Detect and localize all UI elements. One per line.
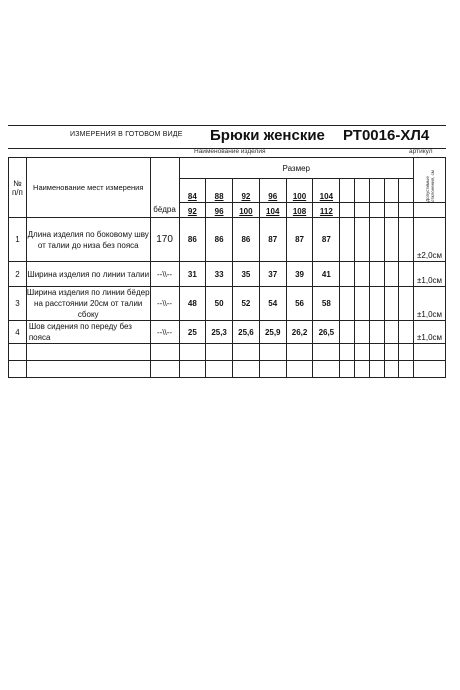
value-cell: 37 (259, 262, 286, 287)
row-number: 3 (9, 287, 27, 321)
value-cell: 86 (206, 218, 233, 262)
article-label: артикул (409, 148, 433, 155)
size-top-cell: 84 (179, 179, 206, 203)
base-value: --\\-- (150, 287, 179, 321)
row-number: 2 (9, 262, 27, 287)
row-number: 1 (9, 218, 27, 262)
value-cell: 87 (313, 218, 340, 262)
base-value: 170 (150, 218, 179, 262)
measurement-name: Шов сидения по переду без пояса (26, 321, 150, 344)
empty-row (9, 344, 446, 361)
row-number: 4 (9, 321, 27, 344)
size-top-cell: 100 (286, 179, 313, 203)
value-cell: 26,2 (286, 321, 313, 344)
value-cell: 41 (313, 262, 340, 287)
size-bottom-cell: 108 (286, 203, 313, 218)
value-cell: 48 (179, 287, 206, 321)
value-cell: 54 (259, 287, 286, 321)
size-top-cell: 96 (259, 179, 286, 203)
name-header: Наименование мест измерения (26, 158, 150, 218)
size-bottom-cell: 96 (206, 203, 233, 218)
value-cell: 25,6 (233, 321, 260, 344)
base-value: --\\-- (150, 321, 179, 344)
value-cell: 33 (206, 262, 233, 287)
product-name-label: Наименование изделия (194, 148, 266, 155)
base-value: --\\-- (150, 262, 179, 287)
value-cell: 52 (233, 287, 260, 321)
value-cell: 25 (179, 321, 206, 344)
value-cell: 25,3 (206, 321, 233, 344)
value-cell: 56 (286, 287, 313, 321)
value-cell: 58 (313, 287, 340, 321)
size-bottom-cell: 104 (259, 203, 286, 218)
empty-row (9, 361, 446, 378)
measurement-table (8, 157, 446, 378)
measurement-name: Ширина изделия по линии бёдер на расстоянии 20см от талии сбоку (26, 288, 150, 319)
tolerance-value: ±2,0см (414, 218, 446, 262)
product-title: Брюки женские (210, 127, 325, 144)
hips-label: бёдра (150, 203, 179, 218)
size-top-cell: 92 (233, 179, 260, 203)
size-bottom-cell: 92 (179, 203, 206, 218)
size-header: Размер (179, 158, 414, 179)
value-cell: 86 (233, 218, 260, 262)
num-header: № п/п (9, 158, 27, 218)
size-bottom-cell: 112 (313, 203, 340, 218)
tolerance-value: ±1,0см (414, 287, 446, 321)
value-cell: 31 (179, 262, 206, 287)
table-row (9, 262, 446, 287)
header-caption: ИЗМЕРЕНИЯ В ГОТОВОМ ВИДЕ (70, 131, 183, 138)
value-cell: 39 (286, 262, 313, 287)
tolerance-value: ±1,0см (414, 321, 446, 344)
tolerance-value: ±1,0см (414, 262, 446, 287)
measurement-sheet (8, 125, 446, 379)
size-bottom-cell: 100 (233, 203, 260, 218)
size-top-cell: 104 (313, 179, 340, 203)
article-number: РТ0016-ХЛ4 (343, 127, 430, 144)
value-cell: 50 (206, 287, 233, 321)
value-cell: 26,5 (313, 321, 340, 344)
table-row (9, 287, 446, 321)
tolerance-header-cell (414, 158, 446, 203)
table-row (9, 321, 446, 344)
header-bar (8, 125, 446, 149)
measurement-name: Длина изделия по боковому шву от талии до низа без пояса (26, 218, 150, 262)
value-cell: 87 (259, 218, 286, 262)
measurement-name: Ширина изделия по линии талии (26, 262, 150, 287)
value-cell: 35 (233, 262, 260, 287)
size-top-cell: 88 (206, 179, 233, 203)
value-cell: 86 (179, 218, 206, 262)
tolerance-header: Допустимые отклонения, см (424, 170, 435, 202)
value-cell: 87 (286, 218, 313, 262)
value-cell: 25,9 (259, 321, 286, 344)
table-row (9, 218, 446, 262)
